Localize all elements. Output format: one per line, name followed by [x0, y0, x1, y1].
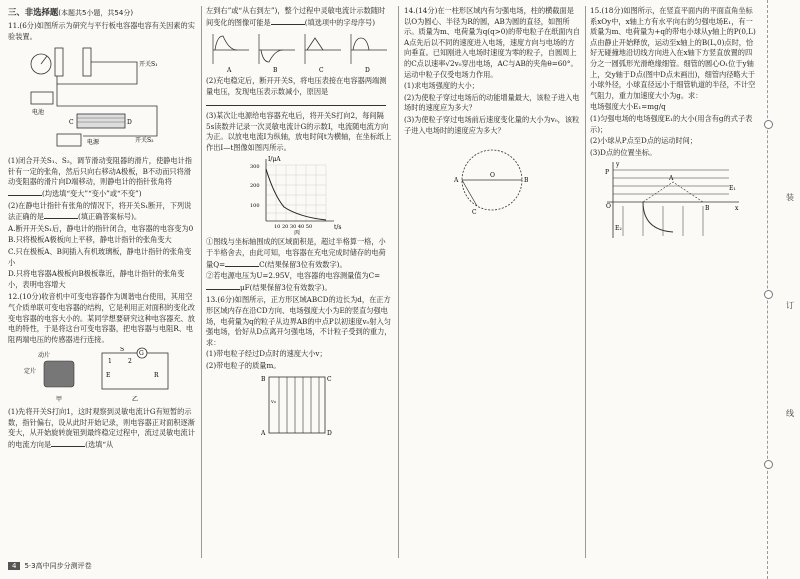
label-moving-plate: 动片	[38, 352, 51, 360]
q11-stem: 11.(6分)如图所示为研究与平行板电容器电容有关因素的实验装置。	[8, 21, 195, 41]
graph-option-d[interactable]	[351, 34, 387, 74]
label-switch-s1: 开关S₁	[139, 61, 158, 69]
label-a: A	[261, 430, 266, 438]
q13-figure-svg	[259, 373, 339, 437]
label-1: 1	[108, 358, 112, 366]
q14-figure	[452, 146, 532, 216]
graph-label-a: A	[227, 67, 232, 75]
column-4	[590, 6, 756, 242]
q12-blank5[interactable]	[206, 282, 240, 290]
label-d: D	[127, 119, 132, 127]
q13-part1: (1)带电粒子经过D点时的速度大小v；	[206, 349, 327, 359]
q13-figure	[259, 373, 339, 437]
q13-part2: (2)带电粒子的质量m。	[206, 360, 281, 370]
q12-part4: ①图线与坐标轴围成的区域面积是，超过半格算一格，小于半格舍去，由此可知，电容器在充电完成时储存的电荷量Q= C(结果保留3位有效数字)。	[206, 237, 386, 269]
q11-option-d: D.只将电容器A极板向B极板靠近，静电计指针的张角变小，表明电容增大	[8, 269, 185, 289]
q12-graph-options	[207, 30, 391, 74]
label-e2: E₂	[615, 225, 622, 233]
label-b: B	[524, 177, 529, 185]
q12-part1: (1)先将开关S打向1，这时观察到灵敏电流计G有短暂的示数，指针偏右，设从此时开始记录，则电容器正对面积逐渐变大，从开始旋转旋钮到最终稳定过程中，流过灵敏电流计的电流方向是 (选填“从	[8, 407, 195, 450]
label-a: A	[454, 177, 459, 185]
section-heading	[8, 6, 196, 19]
q12-blank3[interactable]	[206, 98, 386, 106]
q11-part1: (1)闭合开关S₁、S₂，调节滑动变阻器的滑片，使静电计指针有一定的张角，然后只向右移动A极板，B不动而只将滑动变阻器的滑片向D端移动，则静电计的指针张角将(均选填“变大”“变小”或“不变”)	[8, 156, 192, 198]
q15-part1: (1)匀强电场的电场强度E₁的大小(用含有g的式子表示)；	[590, 113, 753, 134]
q14-part1: (1)求电场强度的大小；	[404, 81, 479, 91]
page-number: 4	[8, 562, 20, 570]
q12-part2-answer	[206, 98, 392, 110]
tick-y-300: 300	[250, 164, 260, 171]
plate-a	[55, 48, 63, 76]
label-b: B	[705, 205, 710, 213]
chart-xlabel: t/s	[334, 224, 342, 232]
q12-blank1[interactable]	[51, 439, 85, 447]
section-note: (本题共5小题，共54分)	[58, 9, 134, 17]
q12-part3: (3)某次让电源给电容器充电后，将开关S打向2，每间隔5s读数并记录一次灵敏电流计G的示数I，电流随电流方向为正。以放电电流I为纵轴，放电时间t为横轴，在坐标纸上作出I—t图像如图丙所示。	[206, 110, 392, 152]
q11-blank2[interactable]	[44, 211, 78, 219]
label-o: O	[490, 172, 495, 180]
label-a: A	[669, 175, 674, 183]
trajectory	[643, 182, 703, 202]
book-title: 5·3高中同步分测评卷	[24, 562, 92, 570]
label-v0: v₀	[271, 399, 276, 406]
margin-mark-2: 订	[786, 301, 794, 310]
column-divider-1	[201, 6, 202, 558]
chart-ylabel: I/μA	[268, 156, 281, 164]
plate-b	[83, 48, 91, 76]
column-2	[206, 6, 392, 439]
graph-label-c: C	[319, 67, 324, 75]
graph-label-d: D	[365, 67, 370, 75]
power-icon	[57, 134, 81, 146]
label-y: y	[616, 161, 620, 169]
battery-icon	[31, 92, 53, 104]
label-jia: 甲	[56, 396, 63, 404]
graph-label-b: B	[273, 67, 278, 75]
label-e1: E₁	[729, 185, 736, 193]
q14-part3: (3)为使粒子穿过电场前后速度变化量的大小为v₀，该粒子进入电场时的速度应为多大？	[404, 114, 580, 135]
q12-blank4[interactable]	[225, 259, 259, 267]
q15-part2: (2)小球从P点至D点的运动时间；	[590, 136, 698, 146]
q14-figure-svg	[452, 146, 532, 216]
q12-graph-options-svg	[207, 30, 391, 74]
tick-y-100: 100	[250, 203, 260, 210]
field-lines	[279, 377, 319, 433]
label-b: B	[261, 376, 266, 384]
label-2: 2	[128, 358, 132, 366]
circuit-box	[102, 353, 168, 389]
q15-figure	[603, 160, 743, 240]
label-power: 电源	[87, 139, 100, 147]
q14-part2: (2)为使粒子穿过电场后的动能增量最大，该粒子进入电场时的速度应为多大？	[404, 92, 580, 113]
graph-option-a[interactable]	[213, 34, 249, 74]
q11-part2: (2)在静电计指针有张角的情况下，将开关S₁断开，下列说法正确的是 (填正确答案标号)。	[8, 200, 192, 222]
label-c: C	[69, 119, 74, 127]
q12-figure-svg	[22, 347, 182, 405]
label-c: C	[327, 376, 332, 384]
column-3	[404, 6, 580, 218]
q12-figure	[22, 347, 182, 405]
label-fixed-plate: 定片	[24, 368, 37, 376]
label-d: D	[327, 430, 332, 438]
q12-blank2[interactable]	[271, 17, 305, 25]
graph-option-c[interactable]	[305, 34, 341, 74]
label-yi: 乙	[132, 396, 139, 404]
q11-apparatus-svg	[27, 44, 177, 154]
chord-ac	[462, 180, 477, 206]
label-p: P	[605, 169, 610, 177]
square-region	[269, 377, 325, 433]
label-e: E	[106, 372, 111, 380]
q11-option-a: A.断开开关S₁后，静电计的指针闭合，电容器的电容变为0	[8, 223, 194, 233]
margin-mark-3: 线	[786, 409, 794, 418]
tick-x: 10 20 30 40 50	[274, 224, 313, 231]
tick-y-200: 200	[250, 183, 260, 190]
q11-apparatus-figure	[27, 44, 177, 154]
section-title: 三、非选择题	[8, 7, 59, 17]
q12-part2: (2)充电稳定后，断开开关S，将电压表接在电容器两端测量电压，发现电压表示数减小，原因是	[206, 76, 387, 96]
quarter-tube	[643, 202, 673, 232]
page-footer	[8, 561, 92, 571]
q13-stem: 13.(6分)如图所示，正方形区域ABCD的边长为d，在正方形区域内存在沿CD方向、电场强度大小为E的竖直匀强电场，电荷量为q的粒子从边界AB的中点P以初速度v₀射入匀强电场，恰好从D点离开匀强电场，不计粒子受到的重力，求：	[206, 295, 392, 347]
q15-stem: 15.(18分)如图所示，在竖直平面内的平面直角坐标系xOy中，x轴上方有水平向右的匀强电场E₁，有一质量为m、电荷量为+q的带电小球从y轴上的P(0,L)点由静止开始释放，运动至x轴上的B(L,0)点时，恰好无碰撞地沿切线方向进入在x轴下方竖直放置的四分之一圆弧形光滑绝缘细管。细管的圆心O₁位于y轴上，交y轴于D点(图中D点未画出)，细管内径略大于小球外径，小球直径远小于细管轨道的半径，不计空气阻力，重力加速度大小为g。求：	[590, 6, 756, 100]
label-g: G	[139, 350, 144, 358]
q15-figure-svg	[603, 160, 743, 240]
binding-hole-3	[764, 460, 773, 469]
column-divider-3	[585, 6, 586, 558]
q14-stem: 14.(14分)在一柱形区域内有匀强电场，柱的横截面是以O为圆心、半径为R的圆，AB为圆的直径，如图所示。质量为m、电荷量为q(q>0)的带电粒子在纸面内自A点先后以不同的速度进入电场，速度方向与电场的方向垂直。已知刚进入电场时速度为零的粒子，自圆周上的C点以速率√2v₀穿出电场，AC与AB的夹角θ=60°。运动中粒子仅受电场力作用。	[404, 6, 580, 79]
label-x: x	[735, 205, 739, 213]
q12-stem: 12.(10分)收音机中可变电容器作为调谐电台使用，其用空气介质单联可变电容器的结构，它是利用正对面积的变化改变电容器的电容大小的。某同学想要研究这种电容器充、放电的特性，于是将这台可变电容器，把电容器与电阻R、电阻两端电压的传感器进行连接。	[8, 292, 195, 344]
binding-hole-2	[764, 290, 773, 299]
chart-caption: 丙	[294, 230, 301, 236]
margin-mark-1: 装	[786, 193, 794, 202]
label-o: O	[606, 203, 611, 211]
q12-continued: 左到右”或“从右到左”)，整个过程中灵敏电流计示数随时间变化的图像可能是 (填选项中的字母序号)	[206, 6, 386, 27]
q12-part5: ②若电源电压为U=2.95V，电容器的电容测量值为C=μF(结果保留3位有效数字)。	[206, 271, 381, 292]
q15-e1-definition: 电场强度大小E₁=mg/q	[590, 102, 666, 112]
q15-part3: (3)D点的位置坐标。	[590, 147, 657, 157]
column-1	[8, 6, 196, 452]
it-chart-svg	[244, 155, 354, 235]
q11-blank1[interactable]	[8, 188, 42, 196]
binding-hole-1	[764, 120, 773, 129]
label-switch-s2: 开关S₂	[135, 137, 154, 145]
graph-option-b[interactable]	[259, 34, 295, 74]
q11-option-c: C.只在极板A、B间插入有机玻璃板，静电计指针的张角变小	[8, 246, 192, 267]
q12-it-chart	[244, 155, 354, 235]
label-r: R	[154, 372, 159, 380]
label-s: S	[120, 347, 125, 354]
field-lines-e2	[623, 206, 703, 236]
q11-option-b: B.只将极板A极板向上平移，静电计指针的张角变大	[8, 235, 172, 245]
label-battery: 电池	[32, 109, 45, 117]
rheostat-icon	[77, 114, 125, 128]
label-c: C	[472, 209, 477, 217]
capacitor-photo	[44, 361, 74, 387]
field-lines-e1	[613, 170, 729, 194]
column-divider-2	[398, 6, 399, 558]
